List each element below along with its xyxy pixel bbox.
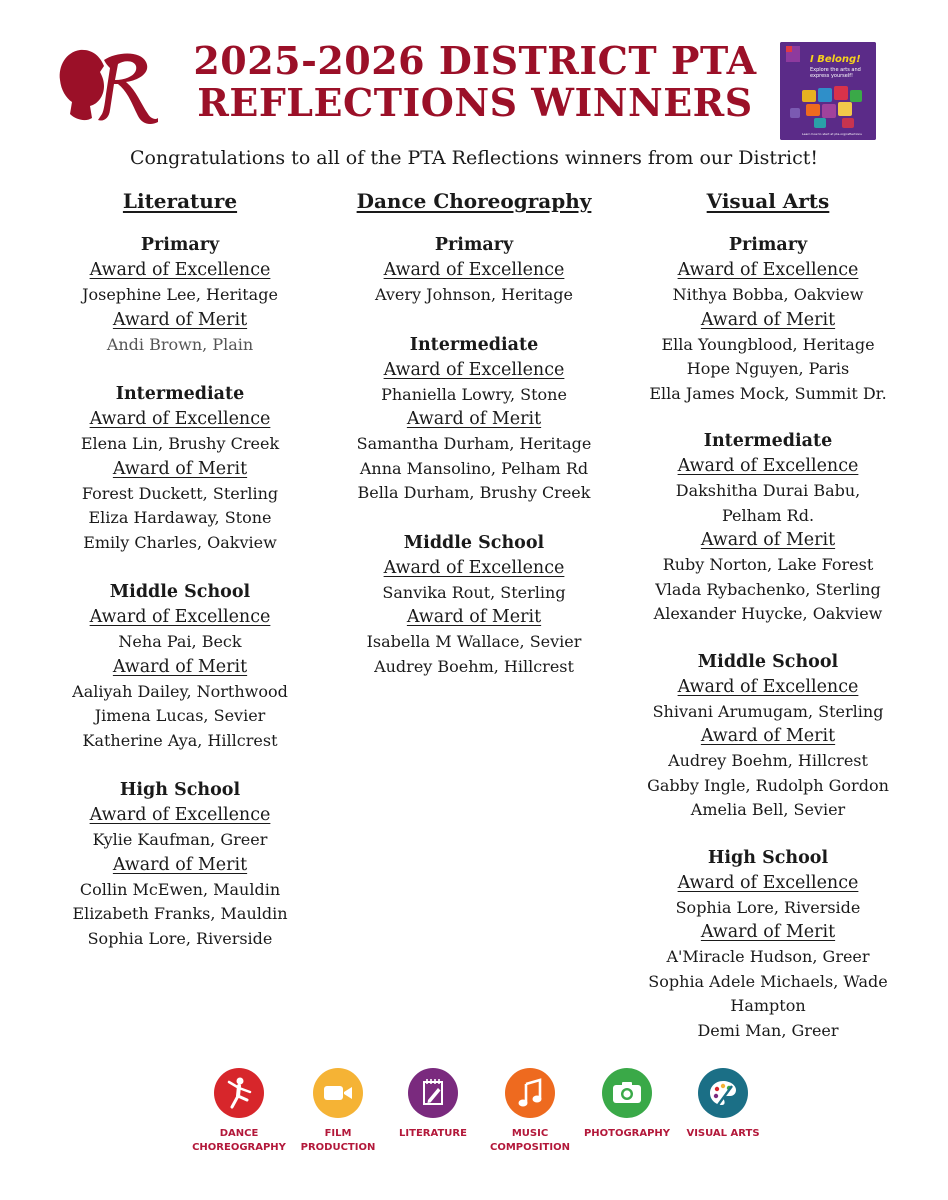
winner-entry: Aaliyah Dailey, Northwood xyxy=(72,681,288,701)
dance-choreography-column xyxy=(325,186,623,679)
winner-entry: Bella Durham, Brushy Creek xyxy=(357,483,591,502)
winner-entry: Ella James Mock, Summit Dr. xyxy=(649,383,887,403)
award-heading: Award of Excellence xyxy=(677,456,859,476)
reflections-r-logo-icon xyxy=(52,40,162,128)
category-film-production xyxy=(283,1068,393,1155)
winner-entry: Demi Man, Greer xyxy=(697,1020,839,1040)
winner-entry: Ruby Norton, Lake Forest xyxy=(662,555,874,574)
winner-entry: Audrey Boehm, Hillcrest xyxy=(374,656,574,676)
category-label: PHOTOGRAPHY xyxy=(583,1128,671,1139)
award-heading: Award of Excellence xyxy=(677,260,859,280)
winner-entry: Kylie Kaufman, Greer xyxy=(92,830,268,849)
category-label: MUSIC COMPOSITION xyxy=(490,1128,570,1153)
award-heading: Award of Excellence xyxy=(677,676,859,697)
winner-entry: Jimena Lucas, Sevier xyxy=(94,706,266,725)
congratulations-subtitle: Congratulations to all of the PTA Reflections winners from our District! xyxy=(129,147,819,169)
winner-entry: Elizabeth Franks, Mauldin xyxy=(72,904,288,923)
award-heading: Award of Excellence xyxy=(677,872,859,893)
winner-entry: Audrey Boehm, Hillcrest xyxy=(668,751,868,770)
winner-entry: Katherine Aya, Hillcrest xyxy=(82,730,278,750)
level-heading: Primary xyxy=(728,235,808,255)
category-label: DANCE CHOREOGRAPHY xyxy=(192,1128,286,1153)
award-heading: Award of Merit xyxy=(406,607,542,627)
level-heading: Intermediate xyxy=(703,431,833,451)
winner-entry: Isabella M Wallace, Sevier xyxy=(366,632,582,651)
award-heading: Award of Merit xyxy=(112,656,248,677)
level-heading: Primary xyxy=(140,235,220,255)
winner-entry: A'Miracle Hudson, Greer xyxy=(666,947,870,966)
winner-entry: Emily Charles, Oakview xyxy=(83,532,277,552)
winner-entry: Josephine Lee, Heritage xyxy=(82,285,278,304)
award-heading: Award of Excellence xyxy=(383,557,565,578)
literature-column xyxy=(30,186,330,951)
winner-entry: Collin McEwen, Mauldin xyxy=(79,879,281,899)
award-heading: Award of Merit xyxy=(406,409,542,429)
award-heading: Award of Merit xyxy=(700,726,836,746)
winner-entry: Amelia Bell, Sevier xyxy=(690,800,846,819)
winner-entry: Sophia Lore, Riverside xyxy=(87,928,273,948)
category-music-composition xyxy=(475,1068,585,1155)
award-heading: Award of Excellence xyxy=(89,805,271,825)
winner-entry: Neha Pai, Beck xyxy=(118,632,242,651)
award-heading: Award of Merit xyxy=(700,309,836,330)
winner-entry: Shivani Arumugam, Sterling xyxy=(652,701,884,721)
winner-entry: Alexander Huycke, Oakview xyxy=(653,604,883,623)
category-icons-row xyxy=(0,1068,948,1178)
visual-arts-column xyxy=(618,186,918,1043)
winner-entry: Eliza Hardaway, Stone xyxy=(88,508,272,527)
level-heading: Middle School xyxy=(403,532,545,553)
film-camera-icon xyxy=(313,1068,363,1118)
poster-headline: I Belong! xyxy=(810,54,861,65)
award-heading: Award of Merit xyxy=(112,458,248,479)
category-literature xyxy=(378,1068,488,1141)
winner-entry: Anna Mansolino, Pelham Rd xyxy=(359,458,589,478)
winner-entry: Andi Brown, Plain xyxy=(106,334,254,354)
level-heading: Middle School xyxy=(697,651,839,672)
winner-entry: Dakshitha Durai Babu, xyxy=(675,481,861,500)
award-heading: Award of Excellence xyxy=(89,607,271,627)
winner-entry: Hope Nguyen, Paris xyxy=(686,359,850,378)
award-heading: Award of Merit xyxy=(112,309,248,330)
page-title xyxy=(175,40,775,124)
winner-entry: Samantha Durham, Heritage xyxy=(356,434,592,453)
winner-entry: Phaniella Lowry, Stone xyxy=(381,384,567,404)
winner-entry: Forest Duckett, Sterling xyxy=(81,483,279,503)
visual-arts-heading: Visual Arts xyxy=(706,189,830,213)
winner-entry: Gabby Ingle, Rudolph Gordon xyxy=(647,775,889,795)
theme-poster-thumbnail xyxy=(780,42,876,140)
level-heading: Primary xyxy=(434,235,514,255)
winner-entry: Elena Lin, Brushy Creek xyxy=(80,434,280,453)
level-heading: High School xyxy=(707,847,829,868)
poster-footer: Learn how to start at pta.org/reflections xyxy=(802,132,862,136)
category-label: FILM PRODUCTION xyxy=(300,1128,376,1153)
winner-entry: Hampton xyxy=(730,996,806,1015)
level-heading: Middle School xyxy=(109,582,251,602)
award-heading: Award of Merit xyxy=(112,854,248,875)
award-heading: Award of Excellence xyxy=(89,409,271,429)
winner-entry: Sanvika Rout, Sterling xyxy=(382,582,566,602)
winner-entry: Vlada Rybachenko, Sterling xyxy=(655,579,881,599)
winner-entry: Pelham Rd. xyxy=(721,505,815,525)
poster-tagline: Explore the arts and express yourself! xyxy=(810,67,861,79)
literature-heading: Literature xyxy=(122,189,238,213)
category-dance-choreography xyxy=(184,1068,294,1155)
award-heading: Award of Merit xyxy=(700,922,836,942)
dance-icon xyxy=(214,1068,264,1118)
award-heading: Award of Merit xyxy=(700,530,836,550)
palette-icon xyxy=(698,1068,748,1118)
winner-entry: Sophia Adele Michaels, Wade xyxy=(648,971,888,991)
title-line-2: REFLECTIONS WINNERS xyxy=(197,80,753,125)
notepad-pencil-icon xyxy=(408,1068,458,1118)
category-visual-arts xyxy=(668,1068,778,1141)
winner-entry: Ella Youngblood, Heritage xyxy=(661,334,875,354)
level-heading: Intermediate xyxy=(409,334,539,355)
award-heading: Award of Excellence xyxy=(383,260,565,280)
winner-entry: Sophia Lore, Riverside xyxy=(675,897,861,917)
dance-choreography-heading: Dance Choreography xyxy=(356,189,592,213)
title-line-1: 2025-2026 DISTRICT PTA xyxy=(193,38,757,83)
winner-entry: Nithya Bobba, Oakview xyxy=(672,285,864,304)
level-heading: Intermediate xyxy=(115,384,245,404)
camera-icon xyxy=(602,1068,652,1118)
poster-text xyxy=(810,54,870,79)
winner-entry: Avery Johnson, Heritage xyxy=(374,285,574,304)
category-label: VISUAL ARTS xyxy=(686,1128,760,1139)
music-note-icon xyxy=(505,1068,555,1118)
award-heading: Award of Excellence xyxy=(89,260,271,280)
category-label: LITERATURE xyxy=(399,1128,467,1139)
award-heading: Award of Excellence xyxy=(383,359,565,380)
category-photography xyxy=(572,1068,682,1141)
level-heading: High School xyxy=(119,780,241,800)
